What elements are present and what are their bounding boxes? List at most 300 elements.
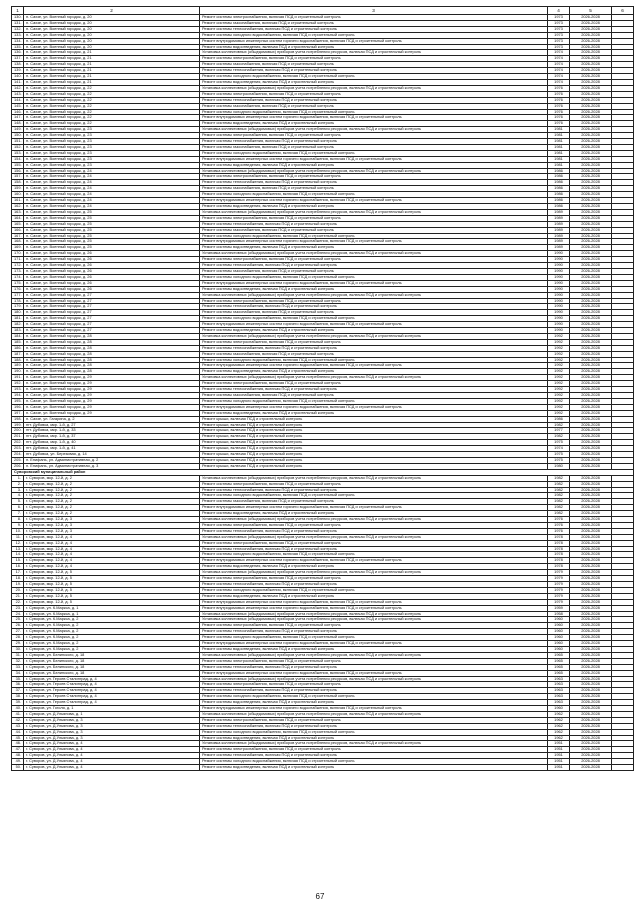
year-cell: 1986 [548, 198, 570, 204]
row-number-cell: 153. [12, 150, 24, 156]
period-cell: 2026-2028 [570, 192, 612, 198]
year-cell: 1990 [548, 304, 570, 310]
year-cell: 1990 [548, 298, 570, 304]
row-number-cell: 32. [12, 658, 24, 664]
table-row [12, 765, 634, 771]
period-cell: 2026-2028 [570, 499, 612, 505]
period-cell: 2026-2028 [570, 635, 612, 641]
row-number-cell: 11. [12, 534, 24, 540]
address-cell: п. Сахзе, ул. Военный городок, д. 27 [24, 310, 200, 316]
address-cell: г. Суворов, ул. Д.Ульянова, д. 4 [24, 759, 200, 765]
period-cell: 2026-2028 [570, 463, 612, 469]
address-cell: п. Сахзе, ул. Гагарина, д. 2 [24, 416, 200, 422]
work-type-cell: Ремонт системы теплоснабжения, включая ПСД и строительный контроль [200, 263, 548, 269]
work-type-cell: Ремонт системы электроснабжения, включая ПСД и строительный контроль [200, 576, 548, 582]
period-cell: 2026-2028 [570, 676, 612, 682]
address-cell: п. Сахзе, ул. Военный городок, д. 27 [24, 292, 200, 298]
address-cell: п. Сахзе, ул. Военный городок, д. 22 [24, 91, 200, 97]
year-cell: 1986 [548, 174, 570, 180]
year-cell: 1958 [548, 611, 570, 617]
address-cell: п. Сахзе, ул. Военный городок, д. 29 [24, 410, 200, 416]
period-cell: 2026-2028 [570, 322, 612, 328]
period-cell: 2026-2028 [570, 328, 612, 334]
work-type-cell: Ремонт системы электроснабжения, включая ПСД и строительный контроль [200, 56, 548, 62]
work-type-cell: Ремонт системы газоснабжения, включая ПСД и строительный контроль [200, 144, 548, 150]
header-col-1: 1 [12, 7, 24, 15]
table-body [12, 15, 634, 771]
year-cell: 1990 [548, 322, 570, 328]
row-number-cell: 28. [12, 635, 24, 641]
work-type-cell: Ремонт системы водоотведения, включая ПСД и строительный контроль [200, 204, 548, 210]
address-cell: п. Сахзе, ул. Военный городок, д. 20 [24, 44, 200, 50]
work-type-cell: Ремонт системы теплоснабжения, включая ПСД и строительный контроль [200, 688, 548, 694]
work-type-cell: Ремонт системы электроснабжения, включая ПСД и строительный контроль [200, 215, 548, 221]
period-cell: 2026-2028 [570, 209, 612, 215]
period-cell: 2026-2028 [570, 162, 612, 168]
work-type-cell: Ремонт системы водоотведения, включая ПСД и строительный контроль [200, 735, 548, 741]
header-col-4: 4 [548, 7, 570, 15]
row-number-cell: 135. [12, 44, 24, 50]
work-type-cell: Установка коллективных (общедомовых) приборов учета потребления ресурсов, включая ПСД и строительный контроль [200, 333, 548, 339]
row-number-cell: 159. [12, 186, 24, 192]
year-cell: 1989 [548, 239, 570, 245]
work-type-cell: Установка коллективных (общедомовых) приборов учета потребления ресурсов, включая ПСД и строительный контроль [200, 534, 548, 540]
work-type-cell: Ремонт внутридомовых инженерных систем горячего водоснабжения, включая ПСД и строительный контроль [200, 38, 548, 44]
row-number-cell: 162. [12, 204, 24, 210]
row-number-cell: 203. [12, 446, 24, 452]
work-type-cell: Ремонт системы электроснабжения, включая ПСД и строительный контроль [200, 174, 548, 180]
row-number-cell: 130. [12, 15, 24, 21]
row-number-cell: 13. [12, 546, 24, 552]
address-cell: п. Сахзе, ул. Военный городок, д. 27 [24, 304, 200, 310]
row-number-cell: 185. [12, 339, 24, 345]
address-cell: г. Суворов, ул. К.Маркса, д. 2 [24, 617, 200, 623]
year-cell: 1982 [548, 511, 570, 517]
row-number-cell: 25. [12, 617, 24, 623]
row-number-cell: 146. [12, 109, 24, 115]
year-cell: 1962 [548, 735, 570, 741]
period-cell: 2026-2028 [570, 570, 612, 576]
year-cell: 1979 [548, 599, 570, 605]
row-number-cell: 196. [12, 404, 24, 410]
address-cell: п. Сахзе, ул. Военный городок, д. 26 [24, 286, 200, 292]
row-number-cell: 183. [12, 328, 24, 334]
work-type-cell: Установка коллективных (общедомовых) приборов учета потребления ресурсов, включая ПСД и строительный контроль [200, 611, 548, 617]
period-cell: 2026-2028 [570, 735, 612, 741]
row-number-cell: 166. [12, 227, 24, 233]
year-cell: 1979 [548, 582, 570, 588]
address-cell: п. Сахзе, ул. Военный городок, д. 23 [24, 162, 200, 168]
period-cell: 2026-2028 [570, 493, 612, 499]
period-cell: 2026-2028 [570, 564, 612, 570]
address-cell: п. Сахзе, ул. Военный городок, д. 26 [24, 280, 200, 286]
period-cell: 2026-2028 [570, 534, 612, 540]
row-number-cell: 176. [12, 286, 24, 292]
work-type-cell: Установка коллективных (общедомовых) приборов учета потребления ресурсов, включая ПСД и строительный контроль [200, 50, 548, 56]
year-cell: 1975 [548, 452, 570, 458]
address-cell: г. Суворов, ул. К.Маркса, д. 1 [24, 605, 200, 611]
work-type-cell: Ремонт системы холодного водоснабжения, включая ПСД и строительный контроль [200, 357, 548, 363]
period-cell: 2026-2028 [570, 682, 612, 688]
period-cell: 2026-2028 [570, 32, 612, 38]
address-cell: г. Суворов, ул. Героев Сталинград, д. 4 [24, 676, 200, 682]
period-cell: 2026-2028 [570, 753, 612, 759]
address-cell: г. Суворов, мкр. 12-й, д. 2 [24, 481, 200, 487]
work-type-cell: Ремонт системы холодного водоснабжения, включая ПСД и строительный контроль [200, 32, 548, 38]
year-cell: 1979 [548, 593, 570, 599]
row-number-cell: 31. [12, 652, 24, 658]
address-cell: п. Сахзе, ул. Военный городок, д. 23 [24, 156, 200, 162]
work-type-cell: Ремонт системы холодного водоснабжения, включая ПСД и строительный контроль [200, 233, 548, 239]
row-number-cell: 158. [12, 180, 24, 186]
year-cell: 1981 [548, 162, 570, 168]
year-cell: 1973 [548, 44, 570, 50]
year-cell: 1963 [548, 688, 570, 694]
work-type-cell: Ремонт системы теплоснабжения, включая ПСД и строительный контроль [200, 546, 548, 552]
address-cell: п. Сахзе, ул. Военный городок, д. 22 [24, 121, 200, 127]
address-cell: г. Суворов, мкр. 12-й, д. 3 [24, 517, 200, 523]
row-number-cell: 150. [12, 133, 24, 139]
period-cell: 2026-2028 [570, 623, 612, 629]
period-cell: 2026-2028 [570, 97, 612, 103]
work-type-cell: Ремонт внутридомовых инженерных систем горячего водоснабжения, включая ПСД и строительный контроль [200, 156, 548, 162]
year-cell: 1990 [548, 286, 570, 292]
address-cell: г. Суворов, мкр. 12-й, д. 3 [24, 528, 200, 534]
year-cell: 1986 [548, 168, 570, 174]
period-cell: 2026-2028 [570, 263, 612, 269]
work-type-cell: Ремонт системы газоснабжения, включая ПСД и строительный контроль [200, 62, 548, 68]
period-cell: 2026-2028 [570, 310, 612, 316]
work-type-cell: Установка коллективных (общедомовых) приборов учета потребления ресурсов, включая ПСД и строительный контроль [200, 209, 548, 215]
year-cell: 1982 [548, 422, 570, 428]
year-cell: 1962 [548, 723, 570, 729]
address-cell: п. Сахзе, ул. Военный городок, д. 22 [24, 103, 200, 109]
address-cell: г. Суворов, ул. Белинского, д. 18 [24, 670, 200, 676]
period-cell: 2026-2028 [570, 505, 612, 511]
period-cell: 2026-2028 [570, 706, 612, 712]
address-cell: г. Суворов, мкр. 12-й, д. 2 [24, 487, 200, 493]
period-cell: 2026-2028 [570, 398, 612, 404]
row-number-cell: 50. [12, 765, 24, 771]
address-cell: г. Суворов, мкр. 12-й, д. 4 [24, 540, 200, 546]
year-cell: 1982 [548, 493, 570, 499]
row-number-cell: 138. [12, 62, 24, 68]
year-cell: 1963 [548, 682, 570, 688]
year-cell: 1976 [548, 85, 570, 91]
row-number-cell: 199. [12, 422, 24, 428]
work-type-cell: Ремонт системы холодного водоснабжения, включая ПСД и строительный контроль [200, 192, 548, 198]
year-cell: 1982 [548, 475, 570, 481]
year-cell: 1992 [548, 375, 570, 381]
row-number-cell: 205. [12, 457, 24, 463]
row-number-cell: 151. [12, 139, 24, 145]
work-type-cell: Ремонт системы теплоснабжения, включая ПСД и строительный контроль [200, 582, 548, 588]
address-cell: п. Сахзе, ул. Военный городок, д. 23 [24, 150, 200, 156]
period-cell: 2026-2028 [570, 198, 612, 204]
row-number-cell: 192. [12, 381, 24, 387]
work-type-cell: Ремонт системы водоотведения, включая ПСД и строительный контроль [200, 121, 548, 127]
row-number-cell: 36. [12, 682, 24, 688]
row-number-cell: 170. [12, 251, 24, 257]
period-cell: 2026-2028 [570, 428, 612, 434]
address-cell: пгт. Дубовка, ул. Березовая, д. 14 [24, 452, 200, 458]
year-cell: 1979 [548, 587, 570, 593]
year-cell: 1960 [548, 706, 570, 712]
year-cell: 1960 [548, 646, 570, 652]
address-cell: г. Суворов, ул. Героев Сталинград, д. 4 [24, 688, 200, 694]
year-cell: 1974 [548, 62, 570, 68]
row-number-cell: 201. [12, 434, 24, 440]
work-type-cell: Ремонт системы теплоснабжения, включая ПСД и строительный контроль [200, 487, 548, 493]
address-cell: г. Суворов, ул. Д.Ульянова, д. 4 [24, 765, 200, 771]
row-number-cell: 152. [12, 144, 24, 150]
row-number-cell: 133. [12, 32, 24, 38]
work-type-cell: Ремонт системы холодного водоснабжения, включая ПСД и строительный контроль [200, 587, 548, 593]
work-type-cell: Ремонт системы газоснабжения, включая ПСД и строительный контроль [200, 227, 548, 233]
year-cell: 1986 [548, 204, 570, 210]
row-number-cell: 10. [12, 528, 24, 534]
period-cell: 2026-2028 [570, 670, 612, 676]
row-number-cell: 16. [12, 564, 24, 570]
work-type-cell: Ремонт системы водоотведения, включая ПСД и строительный контроль [200, 564, 548, 570]
row-number-cell: 18. [12, 576, 24, 582]
row-number-cell: 5. [12, 499, 24, 505]
year-cell: 1990 [548, 328, 570, 334]
row-number-cell: 178. [12, 298, 24, 304]
period-cell: 2026-2028 [570, 629, 612, 635]
row-number-cell: 40. [12, 706, 24, 712]
period-cell: 2026-2028 [570, 227, 612, 233]
address-cell: г. Суворов, ул. Героев Сталинград, д. 4 [24, 682, 200, 688]
year-cell: 1992 [548, 393, 570, 399]
row-number-cell: 143. [12, 91, 24, 97]
year-cell: 1978 [548, 552, 570, 558]
period-cell: 2026-2028 [570, 694, 612, 700]
year-cell: 1976 [548, 103, 570, 109]
period-cell: 2026-2028 [570, 74, 612, 80]
address-cell: п. Сахзе, ул. Военный городок, д. 26 [24, 268, 200, 274]
address-cell: г. Суворов, ул. К.Маркса, д. 2 [24, 629, 200, 635]
period-cell: 2026-2028 [570, 20, 612, 26]
year-cell: 1976 [548, 109, 570, 115]
period-cell: 2026-2028 [570, 345, 612, 351]
row-number-cell: 145. [12, 103, 24, 109]
year-cell: 1990 [548, 280, 570, 286]
work-type-cell: Ремонт системы водоотведения, включая ПСД и строительный контроль [200, 286, 548, 292]
year-cell: 1977 [548, 428, 570, 434]
year-cell: 1986 [548, 180, 570, 186]
year-cell: 1978 [548, 558, 570, 564]
address-cell: г. Суворов, мкр. 12-й, д. 2 [24, 493, 200, 499]
address-cell: п. Сахзе, ул. Военный городок, д. 25 [24, 227, 200, 233]
row-number-cell: 6. [12, 505, 24, 511]
row-number-cell: 177. [12, 292, 24, 298]
address-cell: г. Суворов, мкр. 12-й, д. 4 [24, 564, 200, 570]
address-cell: г. Суворов, ул. Д.Ульянова, д. 3 [24, 735, 200, 741]
year-cell: 1982 [548, 505, 570, 511]
year-cell: 1962 [548, 717, 570, 723]
address-cell: г. Суворов, ул. К.Маркса, д. 2 [24, 641, 200, 647]
address-cell: п. Сахзе, ул. Военный городок, д. 20 [24, 20, 200, 26]
period-cell: 2026-2028 [570, 446, 612, 452]
work-type-cell: Ремонт системы электроснабжения, включая ПСД и строительный контроль [200, 658, 548, 664]
row-number-cell: 47. [12, 747, 24, 753]
address-cell: п. Сахзе, ул. Военный городок, д. 24 [24, 186, 200, 192]
work-type-cell: Ремонт системы теплоснабжения, включая ПСД и строительный контроль [200, 629, 548, 635]
row-number-cell: 15. [12, 558, 24, 564]
period-cell: 2026-2028 [570, 617, 612, 623]
address-cell: г. Суворов, ул. К.Маркса, д. 1 [24, 611, 200, 617]
period-cell: 2026-2028 [570, 688, 612, 694]
year-cell: 1962 [548, 711, 570, 717]
period-cell: 2026-2028 [570, 292, 612, 298]
period-cell: 2026-2028 [570, 109, 612, 115]
period-cell: 2026-2028 [570, 139, 612, 145]
work-type-cell: Ремонт системы теплоснабжения, включая ПСД и строительный контроль [200, 723, 548, 729]
work-type-cell: Ремонт системы холодного водоснабжения, включая ПСД и строительный контроль [200, 694, 548, 700]
period-cell: 2026-2028 [570, 316, 612, 322]
period-cell: 2026-2028 [570, 747, 612, 753]
year-cell: 1976 [548, 121, 570, 127]
period-cell: 2026-2028 [570, 576, 612, 582]
row-number-cell: 187. [12, 351, 24, 357]
row-number-cell: 4. [12, 493, 24, 499]
row-number-cell: 24. [12, 611, 24, 617]
work-type-cell: Ремонт системы холодного водоснабжения, включая ПСД и строительный контроль [200, 74, 548, 80]
year-cell: 1989 [548, 221, 570, 227]
work-type-cell: Установка коллективных (общедомовых) приборов учета потребления ресурсов, включая ПСД и строительный контроль [200, 127, 548, 133]
period-cell: 2026-2028 [570, 251, 612, 257]
address-cell: п. Сахзе, ул. Военный городок, д. 29 [24, 393, 200, 399]
period-cell: 2026-2028 [570, 416, 612, 422]
work-type-cell: Ремонт системы газоснабжения, включая ПСД и строительный контроль [200, 186, 548, 192]
row-number-cell: 198. [12, 416, 24, 422]
period-cell: 2026-2028 [570, 91, 612, 97]
address-cell: г. Суворов, ул. Д.Ульянова, д. 3 [24, 717, 200, 723]
address-cell: п. Сахзе, ул. Военный городок, д. 29 [24, 381, 200, 387]
period-cell: 2026-2028 [570, 652, 612, 658]
row-number-cell: 9. [12, 522, 24, 528]
year-cell: 1979 [548, 570, 570, 576]
address-cell: г. Суворов, ул. Белинского, д. 18 [24, 658, 200, 664]
address-cell: п. Сахзе, ул. Военный городок, д. 20 [24, 15, 200, 21]
row-number-cell: 17. [12, 570, 24, 576]
capital-repair-table [11, 6, 634, 771]
work-type-cell: Ремонт крыши, включая ПСД и строительный контроль [200, 457, 548, 463]
year-cell: 1951 [548, 747, 570, 753]
row-number-cell: 197. [12, 410, 24, 416]
year-cell: 1960 [548, 629, 570, 635]
period-cell: 2026-2028 [570, 174, 612, 180]
period-cell: 2026-2028 [570, 765, 612, 771]
address-cell: п. Сахзе, ул. Военный городок, д. 28 [24, 345, 200, 351]
period-cell: 2026-2028 [570, 144, 612, 150]
period-cell: 2026-2028 [570, 133, 612, 139]
row-number-cell: 37. [12, 688, 24, 694]
address-cell: г. Суворов, ул. Д.Ульянова, д. 1 [24, 711, 200, 717]
work-type-cell: Ремонт системы теплоснабжения, включая ПСД и строительный контроль [200, 528, 548, 534]
column-number-header-row [12, 7, 634, 15]
address-cell: п. Сахзе, ул. Военный городок, д. 23 [24, 144, 200, 150]
period-cell: 2026-2028 [570, 558, 612, 564]
work-type-cell: Ремонт системы теплоснабжения, включая ПСД и строительный контроль [200, 68, 548, 74]
address-cell: п. Епифань, ул. Административная, д. 3 [24, 463, 200, 469]
address-cell: пгт. Дубовка, мкр. 1-й, д. 33 [24, 428, 200, 434]
period-cell: 2026-2028 [570, 233, 612, 239]
work-type-cell: Ремонт крыши, включая ПСД и строительный контроль [200, 452, 548, 458]
row-number-cell: 39. [12, 700, 24, 706]
address-cell: п. Сахзе, ул. Военный городок, д. 23 [24, 139, 200, 145]
work-type-cell: Ремонт системы теплоснабжения, включая ПСД и строительный контроль [200, 221, 548, 227]
year-cell: 1973 [548, 20, 570, 26]
year-cell: 1973 [548, 32, 570, 38]
year-cell: 1980 [548, 463, 570, 469]
work-type-cell: Ремонт системы водоотведения, включая ПСД и строительный контроль [200, 328, 548, 334]
year-cell: 1989 [548, 227, 570, 233]
work-type-cell: Ремонт системы водоотведения, включая ПСД и строительный контроль [200, 410, 548, 416]
work-type-cell: Ремонт системы электроснабжения, включая ПСД и строительный контроль [200, 298, 548, 304]
work-type-cell: Ремонт системы электроснабжения, включая ПСД и строительный контроль [200, 91, 548, 97]
address-cell: г. Суворов, мкр. 12-й, д. 5 [24, 576, 200, 582]
work-type-cell: Ремонт внутридомовых инженерных систем горячего водоснабжения, включая ПСД и строительный контроль [200, 605, 548, 611]
year-cell: 1982 [548, 499, 570, 505]
period-cell: 2026-2028 [570, 611, 612, 617]
address-cell: пгт. Дубовка, мкр. 1-й, д. 40 [24, 440, 200, 446]
document-page [11, 6, 633, 771]
address-cell: п. Сахзе, ул. Военный городок, д. 28 [24, 351, 200, 357]
work-type-cell: Ремонт системы водоотведения, включая ПСД и строительный контроль [200, 162, 548, 168]
work-type-cell: Установка коллективных (общедомовых) приборов учета потребления ресурсов, включая ПСД и строительный контроль [200, 251, 548, 257]
section-title: Суворовский муниципальный район [12, 469, 634, 475]
year-cell: 1965 [548, 652, 570, 658]
work-type-cell: Ремонт внутридомовых инженерных систем горячего водоснабжения, включая ПСД и строительный контроль [200, 198, 548, 204]
address-cell: п. Сахзе, ул. Военный городок, д. 21 [24, 79, 200, 85]
period-cell: 2026-2028 [570, 180, 612, 186]
year-cell: 1960 [548, 623, 570, 629]
period-cell: 2026-2028 [570, 475, 612, 481]
address-cell: п. Сахзе, ул. Военный городок, д. 27 [24, 328, 200, 334]
address-cell: г. Суворов, ул. Героев Сталинград, д. 4 [24, 694, 200, 700]
work-type-cell: Ремонт системы холодного водоснабжения, включая ПСД и строительный контроль [200, 316, 548, 322]
work-type-cell: Ремонт системы водоотведения, включая ПСД и строительный контроль [200, 369, 548, 375]
work-type-cell: Установка коллективных (общедомовых) приборов учета потребления ресурсов, включая ПСД и строительный контроль [200, 517, 548, 523]
row-number-cell: 160. [12, 192, 24, 198]
work-type-cell: Ремонт системы холодного водоснабжения, включая ПСД и строительный контроль [200, 759, 548, 765]
work-type-cell: Установка коллективных (общедомовых) приборов учета потребления ресурсов, включая ПСД и строительный контроль [200, 676, 548, 682]
year-cell: 1981 [548, 139, 570, 145]
address-cell: г. Суворов, ул. Д.Ульянова, д. 4 [24, 747, 200, 753]
year-cell: 1992 [548, 398, 570, 404]
period-cell: 2026-2028 [570, 156, 612, 162]
period-cell: 2026-2028 [570, 375, 612, 381]
work-type-cell: Ремонт системы электроснабжения, включая ПСД и строительный контроль [200, 381, 548, 387]
period-cell: 2026-2028 [570, 440, 612, 446]
period-cell: 2026-2028 [570, 121, 612, 127]
period-cell: 2026-2028 [570, 511, 612, 517]
work-type-cell: Ремонт системы теплоснабжения, включая ПСД и строительный контроль [200, 304, 548, 310]
row-number-cell: 179. [12, 304, 24, 310]
year-cell: 1976 [548, 528, 570, 534]
work-type-cell: Ремонт системы электроснабжения, включая ПСД и строительный контроль [200, 522, 548, 528]
work-type-cell: Установка коллективных (общедомовых) приборов учета потребления ресурсов, включая ПСД и строительный контроль [200, 617, 548, 623]
year-cell: 1992 [548, 345, 570, 351]
period-cell: 2026-2028 [570, 381, 612, 387]
period-cell: 2026-2028 [570, 587, 612, 593]
row-number-cell: 46. [12, 741, 24, 747]
row-number-cell: 189. [12, 363, 24, 369]
work-type-cell: Ремонт системы электроснабжения, включая ПСД и строительный контроль [200, 682, 548, 688]
year-cell: 1976 [548, 522, 570, 528]
